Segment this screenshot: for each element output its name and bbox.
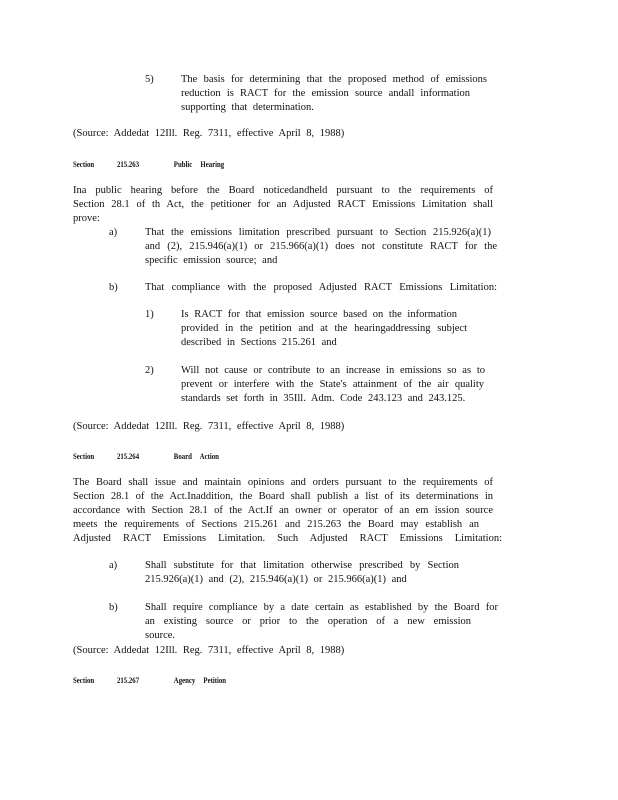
item-number: b) (109, 282, 118, 293)
text-line: Section 28.1 of th Act, the petitioner for an Adjusted RACT Emissions Limitation shall (73, 199, 493, 210)
section-label: Section (73, 159, 95, 169)
text-line: Ina public hearing before the Board noticedandheld pursuant to the requirements of (73, 185, 493, 196)
text-line: reduction is RACT for the emission source andall information (181, 88, 470, 99)
text-line: accordance with Section 28.1 of the Act.If an owner or operator of an em ission source (73, 505, 493, 516)
text-line: specific emission source; and (145, 255, 278, 266)
item-number: b) (109, 602, 118, 613)
item-number: a) (109, 560, 118, 571)
text-line: meets the requirements of Sections 215.261 and 215.263 the Board may establish an (73, 519, 479, 530)
item-number: a) (109, 227, 118, 238)
item-number: 1) (145, 309, 154, 320)
list-item (145, 559, 465, 587)
text-line: and (2), 215.946(a)(1) or 215.966(a)(1) does not constitute RACT for the (145, 241, 497, 252)
section-title: Public Hearing (173, 159, 225, 169)
paragraph (73, 184, 493, 226)
section-number: 215.267 (117, 675, 140, 685)
list-item (181, 364, 487, 406)
text-line: The Board shall issue and maintain opinions and orders pursuant to the requirements of (73, 477, 493, 488)
text-line: Adjusted RACT Emissions Limitation. Such Adjusted RACT Emissions Limitation: (73, 533, 502, 544)
text-line: That the emissions limitation prescribed pursuant to Section 215.926(a)(1) (145, 227, 491, 238)
section-number: 215.263 (117, 159, 140, 169)
text-line: Shall require compliance by a date certain as established by the Board for (145, 602, 498, 613)
text-line: Is RACT for that emission source based on the information (181, 309, 457, 320)
list-item (145, 601, 498, 643)
section-number: 215.264 (117, 451, 140, 461)
text-line: provided in the petition and at the hearingaddressing subject (181, 323, 467, 334)
section-label: Section (73, 675, 95, 685)
text-line: Shall substitute for that limitation otherwise prescribed by Section (145, 560, 459, 571)
list-item (145, 281, 497, 295)
text-line: standards set forth in 35Ill. Adm. Code 243.123 and 243.125. (181, 393, 466, 404)
text-line: prove: (73, 213, 100, 224)
paragraph (73, 476, 502, 546)
text-line: Section 28.1 of the Act.Inaddition, the Board shall publish a list of its determinations in (73, 491, 493, 502)
source-note: (Source: Addedat 12Ill. Reg. 7311, effective April 8, 1988) (73, 421, 345, 432)
item-number: 5) (145, 74, 154, 85)
source-note: (Source: Addedat 12Ill. Reg. 7311, effective April 8, 1988) (73, 645, 345, 656)
section-title: Agency Petition (173, 675, 227, 685)
item-number: 2) (145, 365, 154, 376)
section-heading (73, 157, 224, 171)
section-heading (73, 449, 219, 463)
section-heading (73, 673, 226, 687)
text-line: supporting that determination. (181, 102, 314, 113)
text-line: 215.926(a)(1) and (2), 215.946(a)(1) or 215.966(a)(1) and (145, 574, 407, 585)
text-line: The basis for determining that the proposed method of emissions (181, 74, 487, 85)
list-item (181, 73, 487, 115)
list-item (181, 308, 471, 350)
text-line: That compliance with the proposed Adjusted RACT Emissions Limitation: (145, 282, 497, 293)
section-title: Board Action (173, 451, 219, 461)
text-line: prevent or interfere with the State's attainment of the air quality (181, 379, 484, 390)
section-label: Section (73, 451, 95, 461)
list-item (145, 226, 497, 268)
text-line: described in Sections 215.261 and (181, 337, 337, 348)
source-note: (Source: Addedat 12Ill. Reg. 7311, effective April 8, 1988) (73, 128, 345, 139)
text-line: an existing source or prior to the operation of a new emission source. (145, 616, 471, 641)
text-line: Will not cause or contribute to an increase in emissions so as to (181, 365, 485, 376)
